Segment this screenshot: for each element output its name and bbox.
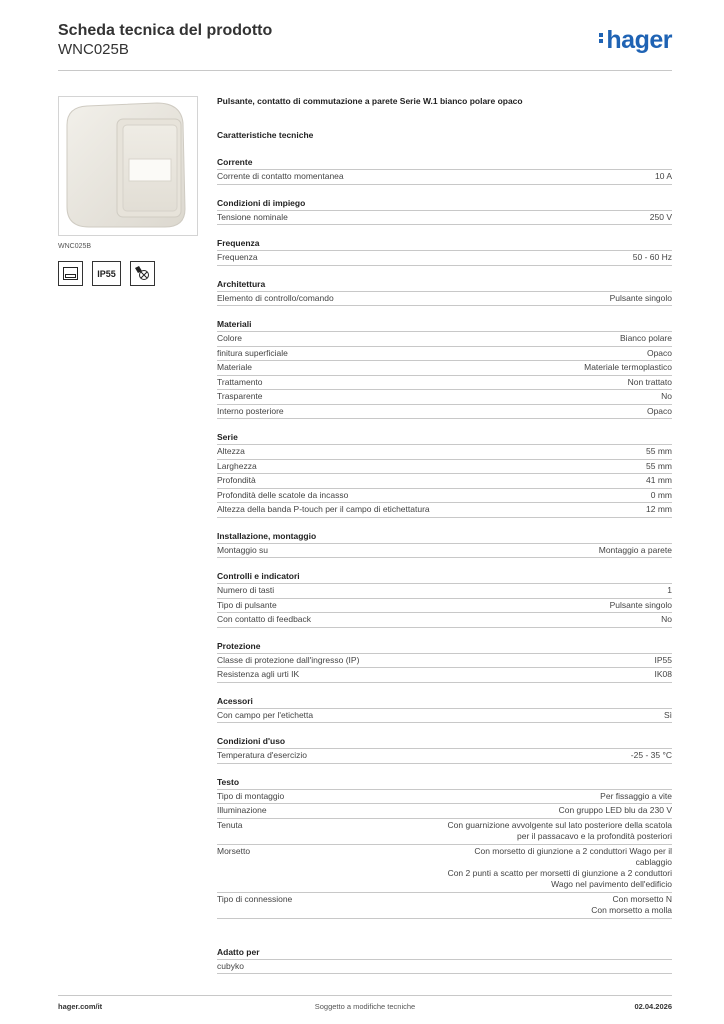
spec-row [217, 503, 672, 518]
spec-section [217, 317, 672, 419]
spec-value: Bianco polare [620, 333, 672, 343]
spec-row [217, 251, 672, 266]
spec-row [217, 599, 672, 614]
spec-section [217, 694, 672, 724]
spec-section [217, 236, 672, 266]
spec-value: Con morsetto di giunzione a 2 conduttori Wago per il cablaggio Con 2 punti a scatto per morsetti di giunzione a 2 conduttori Wago nel pavimento dell'edificio [447, 845, 672, 889]
spec-label: Interno posteriore [217, 405, 284, 416]
spec-section [217, 430, 672, 518]
spec-label: cubyko [217, 960, 244, 971]
spec-row [217, 613, 672, 628]
spec-label: Corrente di contatto momentanea [217, 171, 344, 181]
spec-label: Elemento di controllo/comando [217, 292, 334, 303]
label-field-icon [58, 261, 83, 286]
section-title: Architettura [217, 277, 672, 292]
product-photo [58, 96, 198, 236]
spec-label: Profondità [217, 475, 256, 485]
product-image-column [58, 96, 198, 286]
spec-value: Sì [663, 709, 672, 720]
spec-value: 55 mm [646, 460, 672, 471]
spec-value: 12 mm [646, 504, 672, 514]
spec-row [217, 460, 672, 475]
spec-label: Colore [217, 333, 243, 343]
spec-value: Opaco [646, 347, 672, 358]
spec-label: Profondità delle scatole da incasso [217, 489, 349, 500]
spec-value: Con morsetto N Con morsetto a molla [591, 893, 672, 915]
spec-label: Tenuta [217, 819, 243, 830]
spec-row [217, 960, 672, 975]
spec-row [217, 170, 672, 185]
spec-label: Trattamento [217, 376, 263, 387]
hager-logo[interactable] [599, 26, 672, 55]
tech-heading: Caratteristiche tecniche [217, 130, 314, 140]
spec-section [217, 155, 672, 185]
spec-row [217, 668, 672, 683]
section-title: Testo [217, 775, 672, 790]
section-title: Condizioni d'uso [217, 734, 672, 749]
spec-value: 55 mm [646, 446, 672, 456]
spec-value: IP55 [654, 654, 672, 665]
footer-note: Soggetto a modifiche tecniche [314, 1002, 416, 1011]
spec-value: Con gruppo LED blu da 230 V [558, 805, 672, 815]
spec-column [217, 96, 672, 974]
feature-icons [58, 261, 198, 286]
product-title: Pulsante, contatto di commutazione a parete Serie W.1 bianco polare opaco [217, 96, 523, 106]
spec-value: Opaco [646, 405, 672, 416]
spec-row [217, 845, 672, 893]
spec-value: -25 - 35 °C [630, 750, 672, 760]
spec-label: Classe di protezione dall'ingresso (IP) [217, 654, 360, 665]
spec-value: Con guarnizione avvolgente sul lato posteriore della scatola per il passacavo e la profondità posteriori [447, 819, 672, 841]
spec-label: Resistenza agli urti IK [217, 669, 300, 679]
spec-value: Per fissaggio a vite [600, 790, 672, 801]
spec-label: Morsetto [217, 845, 251, 856]
spec-label: Tipo di montaggio [217, 790, 285, 801]
spec-label: Materiale [217, 362, 252, 372]
spec-label: Altezza della banda P-touch per il campo di etichettatura [217, 504, 430, 514]
spec-label: Tipo di pulsante [217, 599, 277, 610]
footer-date: 02.04.2026 [634, 1002, 672, 1011]
section-title: Controlli e indicatori [217, 569, 672, 584]
spec-label: Numero di tasti [217, 585, 275, 595]
spec-row [217, 893, 672, 919]
spec-section [217, 277, 672, 307]
spec-value: Montaggio a parete [598, 544, 672, 555]
spec-value: 0 mm [650, 489, 672, 500]
spec-label: Illuminazione [217, 805, 267, 815]
spec-value: 250 V [649, 211, 672, 222]
page-header [58, 18, 672, 71]
spec-row [217, 819, 672, 845]
spec-value: Pulsante singolo [609, 599, 672, 610]
image-caption: WNC025B [58, 243, 92, 250]
section-title: Protezione [217, 639, 672, 654]
spec-section [217, 529, 672, 559]
footer-website[interactable]: hager.com/it [58, 1002, 103, 1011]
spec-row [217, 332, 672, 347]
spec-section [217, 569, 672, 628]
ip55-label: IP55 [97, 268, 116, 279]
spec-label: Altezza [217, 446, 245, 456]
page-footer [58, 995, 672, 1016]
spec-value: Non trattato [627, 376, 672, 387]
spec-label: finitura superficiale [217, 347, 288, 358]
spec-label: Tipo di connessione [217, 893, 293, 904]
spec-label: Temperatura d'esercizio [217, 750, 307, 760]
spec-value: 1 [667, 585, 672, 595]
spec-row [217, 292, 672, 307]
spec-row [217, 749, 672, 764]
section-title: Frequenza [217, 236, 672, 251]
spec-row [217, 211, 672, 226]
section-title: Corrente [217, 155, 672, 170]
spec-value: Pulsante singolo [609, 292, 672, 303]
spec-section [217, 196, 672, 226]
product-code: WNC025B [58, 41, 129, 58]
spec-section [217, 775, 672, 919]
led-lamp-icon [130, 261, 155, 286]
spec-value: 10 A [654, 171, 672, 181]
logo-text: hager [606, 26, 672, 54]
spec-value: 50 - 60 Hz [632, 252, 672, 262]
spec-row [217, 709, 672, 724]
section-title: Materiali [217, 317, 672, 332]
spec-row [217, 489, 672, 504]
spec-row [217, 544, 672, 559]
section-title: Serie [217, 430, 672, 445]
page-title: Scheda tecnica del prodotto [58, 22, 273, 39]
spec-row [217, 445, 672, 460]
section-title: Adatto per [217, 945, 672, 960]
spec-value: IK08 [654, 669, 672, 679]
spec-row [217, 654, 672, 669]
spec-section [217, 945, 672, 975]
spec-label: Montaggio su [217, 544, 269, 555]
section-title: Acessori [217, 694, 672, 709]
section-title: Installazione, montaggio [217, 529, 672, 544]
spec-section [217, 639, 672, 683]
spec-value: No [661, 614, 672, 624]
spec-row [217, 790, 672, 805]
spec-row [217, 376, 672, 391]
section-title: Condizioni di impiego [217, 196, 672, 211]
spec-row [217, 405, 672, 420]
spec-value: 41 mm [646, 475, 672, 485]
spec-row [217, 584, 672, 599]
spec-label: Larghezza [217, 460, 257, 471]
spec-row [217, 390, 672, 405]
spec-row [217, 474, 672, 489]
spec-label: Trasparente [217, 391, 263, 401]
logo-colon-icon [599, 31, 604, 45]
spec-value: No [661, 391, 672, 401]
spec-section [217, 734, 672, 764]
spec-row [217, 347, 672, 362]
spec-label: Con contatto di feedback [217, 614, 312, 624]
spec-label: Frequenza [217, 252, 258, 262]
ip55-icon [92, 261, 121, 286]
spec-value: Materiale termoplastico [584, 362, 672, 372]
spec-label: Con campo per l'etichetta [217, 709, 314, 720]
spec-sections [217, 155, 672, 974]
push-button-image [59, 97, 197, 235]
spec-row [217, 804, 672, 819]
spec-row [217, 361, 672, 376]
spec-label: Tensione nominale [217, 211, 288, 222]
